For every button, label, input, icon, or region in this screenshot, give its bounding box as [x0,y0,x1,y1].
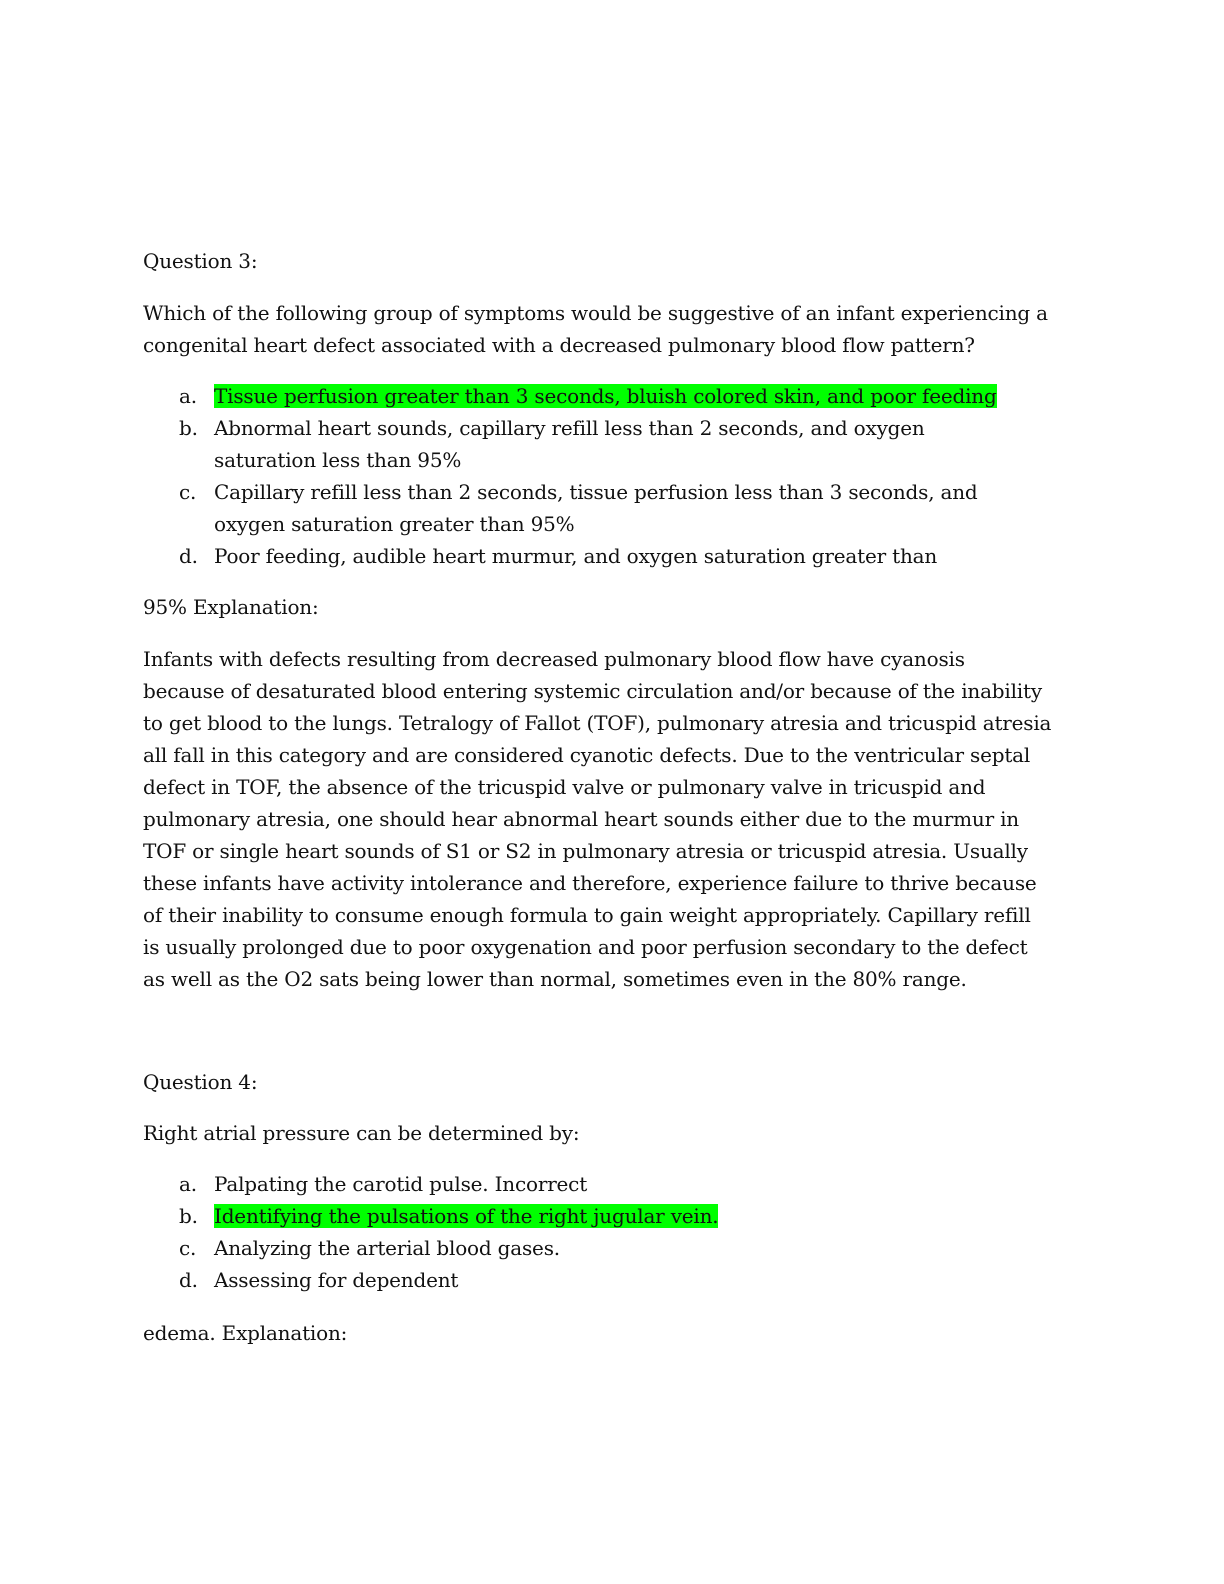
explanation-line: these infants have activity intolerance and therefore, experience failure to thrive because [143,871,1037,895]
explanation-line: TOF or single heart sounds of S1 or S2 in pulmonary atresia or tricuspid atresia. Usually [143,839,1028,863]
explanation-line: as well as the O2 sats being lower than normal, sometimes even in the 80% range. [143,967,967,991]
question-4-heading: Question 4: [143,1070,258,1094]
option-text-line-1: Abnormal heart sounds, capillary refill less than 2 seconds, and oxygen [214,416,925,440]
option-letter: d. [179,1268,198,1292]
explanation-line: is usually prolonged due to poor oxygenation and poor perfusion secondary to the defect [143,935,1028,959]
question-3-stem-line-1: Which of the following group of symptoms would be suggestive of an infant experiencing a [143,301,1048,325]
explanation-line: pulmonary atresia, one should hear abnormal heart sounds either due to the murmur in [143,807,1019,831]
option-text: Palpating the carotid pulse. Incorrect [214,1172,588,1196]
question-3-explanation-heading: 95% Explanation: [143,595,319,619]
explanation-line: to get blood to the lungs. Tetralogy of Fallot (TOF), pulmonary atresia and tricuspid atresia [143,711,1052,735]
option-text: Assessing for dependent [214,1268,459,1292]
option-letter: b. [179,1204,198,1228]
option-text-line-1: Poor feeding, audible heart murmur, and oxygen saturation greater than [214,544,938,568]
document-page [143,0,1083,1584]
option-letter: c. [179,1236,197,1260]
explanation-line: Infants with defects resulting from decreased pulmonary blood flow have cyanosis [143,647,965,671]
option-letter: a. [179,1172,197,1196]
highlighted-answer: Identifying the pulsations of the right jugular vein. [214,1204,719,1228]
option-letter: a. [179,384,197,408]
question-3-stem-line-2: congenital heart defect associated with a decreased pulmonary blood flow pattern? [143,333,975,357]
question-3-heading: Question 3: [143,249,258,273]
question-3-explanation [143,643,1068,995]
option-text-line-2: saturation less than 95% [214,448,462,472]
option-letter: d. [179,544,198,568]
explanation-line: defect in TOF, the absence of the tricuspid valve or pulmonary valve in tricuspid and [143,775,986,799]
question-4-explanation-heading: edema. Explanation: [143,1321,348,1345]
highlighted-answer: Tissue perfusion greater than 3 seconds, bluish colored skin, and poor feeding [214,384,997,408]
question-4-stem: Right atrial pressure can be determined by: [143,1121,580,1145]
option-letter: b. [179,416,198,440]
explanation-line: of their inability to consume enough formula to gain weight appropriately. Capillary refill [143,903,1031,927]
option-letter: c. [179,480,197,504]
explanation-line: all fall in this category and are considered cyanotic defects. Due to the ventricular septal [143,743,1031,767]
option-text-line-1: Capillary refill less than 2 seconds, tissue perfusion less than 3 seconds, and [214,480,978,504]
option-text-line-2: oxygen saturation greater than 95% [214,512,575,536]
option-text: Analyzing the arterial blood gases. [214,1236,560,1260]
explanation-line: because of desaturated blood entering systemic circulation and/or because of the inability [143,679,1042,703]
